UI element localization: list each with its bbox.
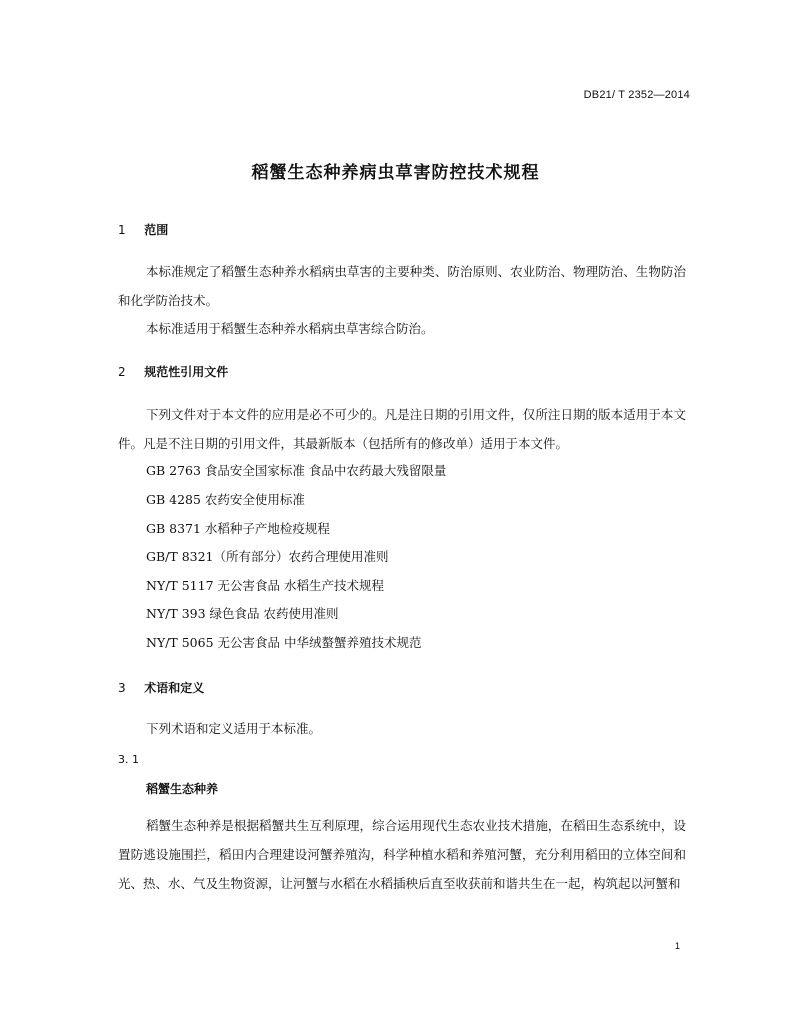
section-title: 范围 — [144, 223, 169, 237]
section-3-heading — [118, 679, 204, 696]
paragraph: 下列文件对于本文件的应用是必不可少的。凡是注日期的引用文件，仅所注日期的版本适用于本文件。凡是不注日期的引用文件，其最新版本（包括所有的修改单）适用于本文件。 — [118, 407, 686, 451]
section-number: 2 — [118, 365, 126, 379]
reference-item: NY/T 5065 无公害食品 中华绒螯蟹养殖技术规范 — [146, 635, 422, 650]
section-title: 规范性引用文件 — [144, 365, 229, 379]
section-number: 3 — [118, 681, 126, 695]
document-title: 稻蟹生态种养病虫草害防控技术规程 — [251, 163, 540, 183]
reference-item: GB 2763 食品安全国家标准 食品中农药最大残留限量 — [146, 463, 447, 478]
section-number: 1 — [118, 223, 126, 237]
reference-item: GB 8371 水稻种子产地检疫规程 — [146, 521, 330, 536]
subsection-number: 3. 1 — [118, 753, 139, 766]
paragraph: 本标准适用于稻蟹生态种养水稻病虫草害综合防治。 — [146, 321, 434, 336]
section-1-heading — [118, 221, 168, 238]
page-number: 1 — [674, 941, 680, 951]
paragraph: 本标准规定了稻蟹生态种养水稻病虫草害的主要种类、防治原则、农业防治、物理防治、生物防治和化学防治技术。 — [118, 264, 686, 308]
definition-paragraph: 稻蟹生态种养是根据稻蟹共生互利原理，综合运用现代生态农业技术措施，在稻田生态系统中，设置防逃设施围拦，稻田内合理建设河蟹养殖沟，科学种植水稻和养殖河蟹，充分利用稻田的立体空间和光、热、水、气及生物资源，让河蟹与水稻在水稻插秧后直至收获前和谐共生在一起，构筑起以河蟹和 — [118, 818, 686, 891]
reference-item: NY/T 5117 无公害食品 水稻生产技术规程 — [146, 578, 384, 593]
reference-item: GB 4285 农药安全使用标准 — [146, 492, 305, 507]
term-heading: 稻蟹生态种养 — [146, 782, 219, 796]
section-title: 术语和定义 — [144, 681, 205, 695]
reference-item: GB/T 8321（所有部分）农药合理使用准则 — [146, 549, 389, 564]
section-2-heading — [118, 363, 228, 380]
document-code: DB21/ T 2352—2014 — [583, 89, 690, 101]
reference-item: NY/T 393 绿色食品 农药使用准则 — [146, 606, 339, 621]
paragraph: 下列术语和定义适用于本标准。 — [146, 721, 322, 736]
